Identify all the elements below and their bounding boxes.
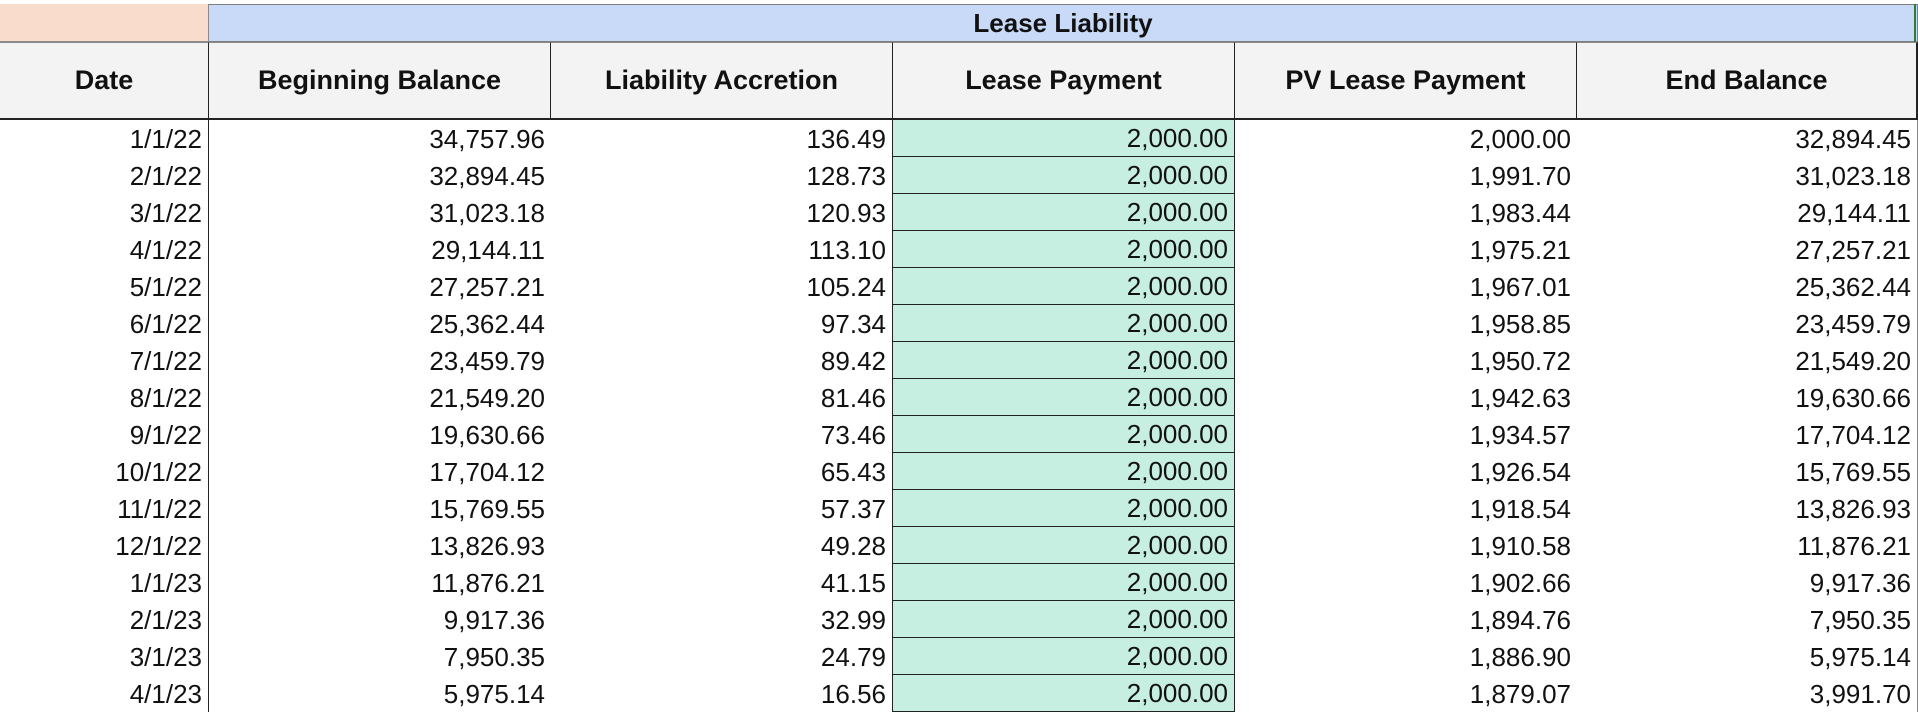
liability-accretion-cell[interactable]: 32.99 <box>551 601 893 638</box>
beginning-balance-cell[interactable]: 13,826.93 <box>429 530 545 561</box>
header-lease-payment[interactable]: Lease Payment <box>893 42 1235 120</box>
date-cell[interactable]: 9/1/22 <box>0 416 209 453</box>
pv-lease-payment-cell[interactable]: 1,902.66 <box>1469 567 1571 598</box>
lease-payment-cell[interactable]: 2,000.00 <box>893 120 1235 157</box>
header-beginning-balance[interactable]: Beginning Balance <box>209 42 551 120</box>
lease-payment-cell[interactable]: 2,000.00 <box>893 527 1235 564</box>
pv-lease-payment-cell[interactable]: 1,975.21 <box>1469 234 1571 265</box>
section-title-cell[interactable]: Lease Liability <box>209 4 1918 42</box>
end-balance-cell[interactable]: 23,459.79 <box>1577 305 1918 342</box>
beginning-balance-cell[interactable]: 11,876.21 <box>431 567 545 598</box>
pv-lease-payment-cell[interactable]: 2,000.00 <box>1469 123 1571 154</box>
corner-cell[interactable] <box>0 4 209 42</box>
beginning-balance-cell[interactable]: 15,769.55 <box>429 493 545 524</box>
lease-payment-cell[interactable]: 2,000.00 <box>893 675 1235 712</box>
date-cell[interactable]: 2/1/22 <box>0 157 209 194</box>
lease-payment-cell[interactable]: 2,000.00 <box>893 157 1235 194</box>
pv-lease-payment-cell[interactable]: 1,886.90 <box>1469 641 1571 672</box>
liability-accretion-cell[interactable]: 65.43 <box>551 453 893 490</box>
end-balance-cell[interactable]: 11,876.21 <box>1577 527 1918 564</box>
pv-lease-payment-cell[interactable]: 1,879.07 <box>1469 678 1571 709</box>
date-cell[interactable]: 10/1/22 <box>0 453 209 490</box>
end-balance-cell[interactable]: 31,023.18 <box>1577 157 1918 194</box>
end-balance-cell[interactable]: 5,975.14 <box>1577 638 1918 675</box>
liability-accretion-cell[interactable]: 24.79 <box>551 638 893 675</box>
pv-lease-payment-cell[interactable]: 1,958.85 <box>1469 308 1571 339</box>
lease-payment-cell[interactable]: 2,000.00 <box>893 601 1235 638</box>
liability-accretion-cell[interactable]: 16.56 <box>551 675 893 712</box>
end-balance-cell[interactable]: 21,549.20 <box>1577 342 1918 379</box>
liability-accretion-cell[interactable]: 105.24 <box>551 268 893 305</box>
lease-payment-cell[interactable]: 2,000.00 <box>893 194 1235 231</box>
lease-liability-table <box>0 4 1918 712</box>
pv-lease-payment-cell[interactable]: 1,918.54 <box>1469 493 1571 524</box>
lease-payment-cell[interactable]: 2,000.00 <box>893 453 1235 490</box>
date-cell[interactable]: 5/1/22 <box>0 268 209 305</box>
liability-accretion-cell[interactable]: 41.15 <box>551 564 893 601</box>
date-cell[interactable]: 1/1/22 <box>0 120 209 157</box>
pv-lease-payment-cell[interactable]: 1,934.57 <box>1469 419 1571 450</box>
pv-lease-payment-cell[interactable]: 1,950.72 <box>1469 345 1571 376</box>
end-balance-cell[interactable]: 3,991.70 <box>1577 675 1918 712</box>
liability-accretion-cell[interactable]: 49.28 <box>551 527 893 564</box>
end-balance-cell[interactable]: 25,362.44 <box>1577 268 1918 305</box>
lease-payment-cell[interactable]: 2,000.00 <box>893 342 1235 379</box>
beginning-balance-cell[interactable]: 25,362.44 <box>429 308 545 339</box>
liability-accretion-cell[interactable]: 89.42 <box>551 342 893 379</box>
header-date[interactable]: Date <box>0 42 209 120</box>
liability-accretion-cell[interactable]: 81.46 <box>551 379 893 416</box>
end-balance-cell[interactable]: 32,894.45 <box>1577 120 1918 157</box>
liability-accretion-cell[interactable]: 113.10 <box>551 231 893 268</box>
beginning-balance-cell[interactable]: 5,975.14 <box>443 678 545 709</box>
pv-lease-payment-cell[interactable]: 1,991.70 <box>1469 160 1571 191</box>
end-balance-cell[interactable]: 9,917.36 <box>1577 564 1918 601</box>
lease-payment-cell[interactable]: 2,000.00 <box>893 564 1235 601</box>
lease-payment-cell[interactable]: 2,000.00 <box>893 416 1235 453</box>
beginning-balance-cell[interactable]: 21,549.20 <box>429 382 545 413</box>
end-balance-cell[interactable]: 15,769.55 <box>1577 453 1918 490</box>
end-balance-cell[interactable]: 27,257.21 <box>1577 231 1918 268</box>
header-liability-accretion[interactable]: Liability Accretion <box>551 42 893 120</box>
lease-payment-cell[interactable]: 2,000.00 <box>893 231 1235 268</box>
date-cell[interactable]: 8/1/22 <box>0 379 209 416</box>
date-cell[interactable]: 2/1/23 <box>0 601 209 638</box>
lease-payment-cell[interactable]: 2,000.00 <box>893 379 1235 416</box>
beginning-balance-cell[interactable]: 29,144.11 <box>431 234 545 265</box>
end-balance-cell[interactable]: 13,826.93 <box>1577 490 1918 527</box>
lease-payment-cell[interactable]: 2,000.00 <box>893 305 1235 342</box>
liability-accretion-cell[interactable]: 73.46 <box>551 416 893 453</box>
lease-payment-cell[interactable]: 2,000.00 <box>893 490 1235 527</box>
lease-payment-cell[interactable]: 2,000.00 <box>893 268 1235 305</box>
date-cell[interactable]: 3/1/22 <box>0 194 209 231</box>
beginning-balance-cell[interactable]: 7,950.35 <box>443 641 545 672</box>
end-balance-cell[interactable]: 7,950.35 <box>1577 601 1918 638</box>
header-pv-lease-payment[interactable]: PV Lease Payment <box>1235 42 1577 120</box>
beginning-balance-cell[interactable]: 17,704.12 <box>429 456 545 487</box>
header-end-balance[interactable]: End Balance <box>1577 42 1918 120</box>
pv-lease-payment-cell[interactable]: 1,894.76 <box>1469 604 1571 635</box>
liability-accretion-cell[interactable]: 97.34 <box>551 305 893 342</box>
date-cell[interactable]: 4/1/22 <box>0 231 209 268</box>
date-cell[interactable]: 6/1/22 <box>0 305 209 342</box>
pv-lease-payment-cell[interactable]: 1,910.58 <box>1469 530 1571 561</box>
date-cell[interactable]: 12/1/22 <box>0 527 209 564</box>
date-cell[interactable]: 4/1/23 <box>0 675 209 712</box>
beginning-balance-cell[interactable]: 23,459.79 <box>429 345 545 376</box>
date-cell[interactable]: 1/1/23 <box>0 564 209 601</box>
beginning-balance-cell[interactable]: 32,894.45 <box>429 160 545 191</box>
liability-accretion-cell[interactable]: 120.93 <box>551 194 893 231</box>
lease-payment-cell[interactable]: 2,000.00 <box>893 638 1235 675</box>
end-balance-cell[interactable]: 29,144.11 <box>1577 194 1918 231</box>
liability-accretion-cell[interactable]: 57.37 <box>551 490 893 527</box>
beginning-balance-cell[interactable]: 9,917.36 <box>443 604 545 635</box>
pv-lease-payment-cell[interactable]: 1,926.54 <box>1469 456 1571 487</box>
date-cell[interactable]: 11/1/22 <box>0 490 209 527</box>
end-balance-cell[interactable]: 17,704.12 <box>1577 416 1918 453</box>
date-cell[interactable]: 7/1/22 <box>0 342 209 379</box>
liability-accretion-cell[interactable]: 136.49 <box>551 120 893 157</box>
beginning-balance-cell[interactable]: 19,630.66 <box>429 419 545 450</box>
date-cell[interactable]: 3/1/23 <box>0 638 209 675</box>
beginning-balance-cell[interactable]: 27,257.21 <box>429 271 545 302</box>
beginning-balance-cell[interactable]: 34,757.96 <box>429 123 545 154</box>
pv-lease-payment-cell[interactable]: 1,942.63 <box>1469 382 1571 413</box>
beginning-balance-cell[interactable]: 31,023.18 <box>429 197 545 228</box>
pv-lease-payment-cell[interactable]: 1,967.01 <box>1469 271 1571 302</box>
pv-lease-payment-cell[interactable]: 1,983.44 <box>1469 197 1571 228</box>
liability-accretion-cell[interactable]: 128.73 <box>551 157 893 194</box>
end-balance-cell[interactable]: 19,630.66 <box>1577 379 1918 416</box>
selection-edge-indicator <box>1914 4 1916 42</box>
